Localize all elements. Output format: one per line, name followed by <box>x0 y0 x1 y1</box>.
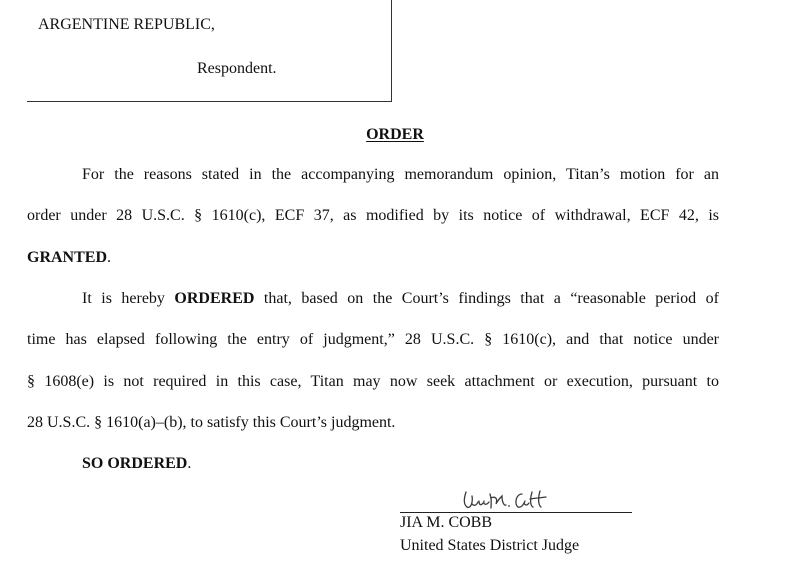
so-ordered-text: SO ORDERED <box>82 455 188 472</box>
judge-title: United States District Judge <box>400 537 580 554</box>
so-ordered-punct: . <box>187 455 192 472</box>
judge-signature <box>460 486 570 512</box>
granted-text: GRANTED <box>27 249 108 266</box>
respondent-party-name: ARGENTINE REPUBLIC, <box>38 16 215 33</box>
respondent-role: Respondent. <box>197 60 277 77</box>
judge-name: JIA M. COBB <box>400 514 493 531</box>
order-title <box>0 126 790 144</box>
signature-line <box>400 512 632 513</box>
so-ordered <box>82 454 191 474</box>
para2-line2: time has elapsed following the entry of judgment,” 28 U.S.C. § 1610(c), and that notice under <box>27 331 719 348</box>
para1-line1: For the reasons stated in the accompanying memorandum opinion, Titan’s motion for an <box>82 166 719 183</box>
order-title-text: ORDER <box>366 126 424 143</box>
para2-line4: 28 U.S.C. § 1610(a)–(b), to satisfy this Court’s judgment. <box>27 414 396 431</box>
para1-line3 <box>27 248 111 268</box>
granted-punct: . <box>107 249 112 266</box>
para1-line2: order under 28 U.S.C. § 1610(c), ECF 37, as modified by its notice of withdrawal, ECF 42, is <box>27 207 719 224</box>
ordered-text: ORDERED <box>174 290 255 307</box>
para2-line1 <box>82 289 719 309</box>
para2-line1-pre: It is hereby <box>82 290 175 307</box>
para2-line1-post: that, based on the Court’s findings that a “reasonable period of <box>254 290 719 307</box>
para2-line3: § 1608(e) is not required in this case, Titan may now seek attachment or execution, pursuant to <box>27 373 719 390</box>
